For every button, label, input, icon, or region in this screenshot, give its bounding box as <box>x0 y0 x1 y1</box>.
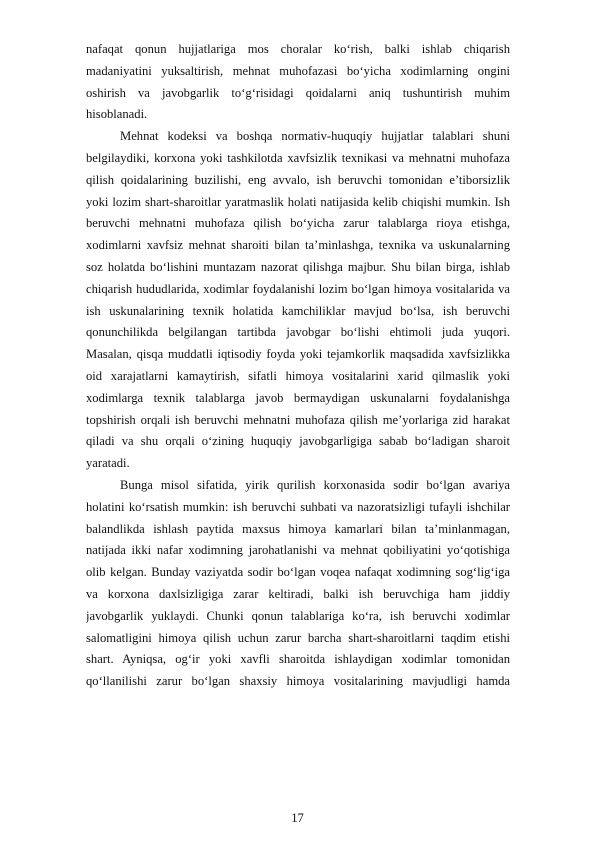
page-number: 17 <box>291 811 304 825</box>
text-line: qonunchilikda belgilangan tartibda javobgar bo‘lishi ehtimoli juda yuqori. <box>86 325 510 340</box>
text-line: soz holatda bo‘lishini muntazam nazorat qilishga majbur. Shu bilan birga, ishlab <box>86 259 510 274</box>
text-line: yoki lozim shart-sharoitlar yaratmaslik holati natijasida kelib chiqishi mumkin. Ish <box>86 194 510 209</box>
text-line: chiqarish hududlarida, xodimlar foydalanishi lozim bo‘lgan himoya vositalarida va <box>86 281 510 296</box>
text-line: va korxona daxlsizligiga zarar keltiradi, balki ish beruvchiga ham jiddiy <box>86 586 510 601</box>
text-line: topshirish orqali ish beruvchi mehnatni muhofaza qilish me’yorlariga zid harakat <box>86 412 510 427</box>
text-line: nafaqat qonun hujjatlariga mos choralar ko‘rish, balki ishlab chiqarish <box>86 42 510 56</box>
text-line: holatini ko‘rsatish mumkin: ish beruvchi suhbati va nazoratsizligi tufayli ishchilar <box>86 499 510 514</box>
text-line: Bunga misol sifatida, yirik qurilish korxonasida sodir bo‘lgan avariya <box>120 477 510 492</box>
text-line: olib kelgan. Bunday vaziyatda sodir bo‘lgan voqea nafaqat xodimning sog‘lig‘iga <box>86 565 510 580</box>
text-line: madaniyatini yuksaltirish, mehnat muhofazasi bo‘yicha xodimlarning ongini <box>86 63 510 78</box>
text-line: qo‘llanilishi zarur bo‘lgan shaxsiy himoya vositalarining mavjudligi hamda <box>86 674 510 689</box>
text-line: balandlikda ishlash paytida maxsus himoya kamarlari bilan ta’minlanmagan, <box>86 521 510 536</box>
text-line: belgilaydiki, korxona yoki tashkilotda xavfsizlik texnikasi va mehnatni muhofaza <box>86 150 510 165</box>
text-line: Mehnat kodeksi va boshqa normativ-huquqiy hujjatlar talablari shuni <box>120 129 510 144</box>
text-line: yaratadi. <box>86 456 130 471</box>
text-line: qiladi va shu orqali o‘zining huquqiy javobgarligiga sabab bo‘ladigan sharoit <box>86 434 510 449</box>
body-text <box>86 39 510 693</box>
text-line: oid xarajatlarni kamaytirish, sifatli himoya vositalarini xarid qilmaslik yoki <box>86 368 510 383</box>
text-line: xodimlarga texnik talablarga javob bermaydigan uskunalarni foydalanishga <box>86 390 510 405</box>
text-line: xodimlarni xavfsiz mehnat sharoiti bilan ta’minlashga, texnika va uskunalarning <box>86 238 510 253</box>
text-line: beruvchi mehnatni muhofaza qilish bo‘yicha zarur talablarga rioya etishga, <box>86 216 510 231</box>
text-line: qilish qoidalarining buzilishi, eng avvalo, ish beruvchi tomonidan e’tiborsizlik <box>86 172 510 187</box>
text-line: Masalan, qisqa muddatli iqtisodiy foyda yoki tejamkorlik maqsadida xavfsizlikka <box>86 347 510 362</box>
text-line: hisoblanadi. <box>86 107 148 122</box>
text-line: javobgarlik yuklaydi. Chunki qonun talablariga ko‘ra, ish beruvchi xodimlar <box>86 608 510 623</box>
text-line: oshirish va javobgarlik to‘g‘risidagi qoidalarni aniq tushuntirish muhim <box>86 85 510 100</box>
text-line: natijada ikki nafar xodimning jarohatlanishi va mehnat qobiliyatini yo‘qotishiga <box>86 543 510 558</box>
text-line: shart. Ayniqsa, og‘ir yoki xavfli sharoitda ishlaydigan xodimlar tomonidan <box>86 652 510 667</box>
text-line: salomatligini himoya qilish uchun zarur barcha shart-sharoitlarni taqdim etishi <box>86 630 510 645</box>
text-line: ish uskunalarining texnik holatida kamchiliklar mavjud bo‘lsa, ish beruvchi <box>86 303 510 318</box>
